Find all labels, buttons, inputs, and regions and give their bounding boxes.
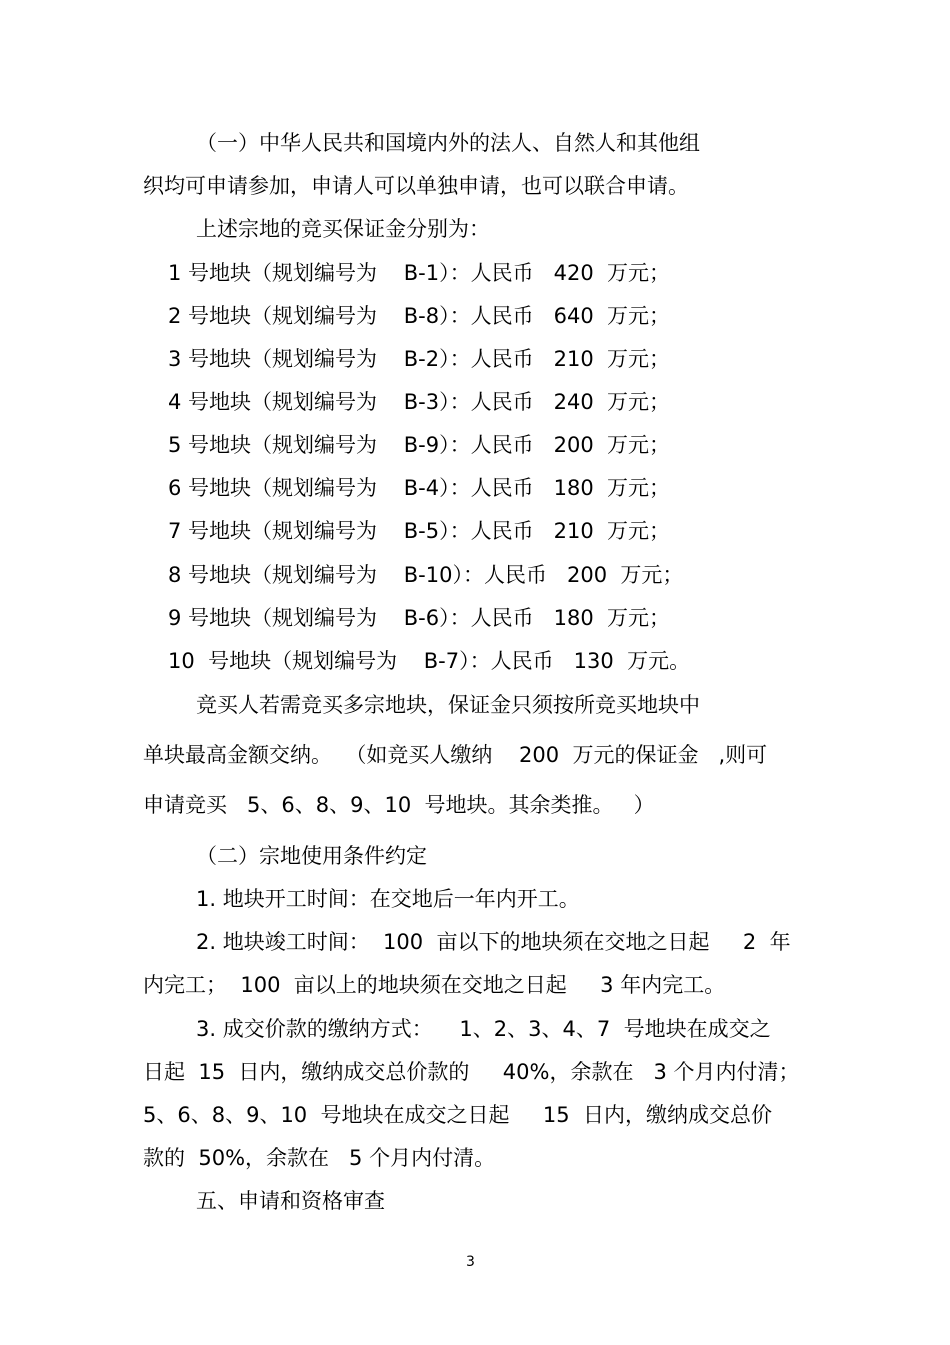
lot-10-deposit: 10 号地块（规划编号为 B-7）：人民币 130 万元。	[168, 649, 691, 673]
lot-4-deposit: 4 号地块（规划编号为 B-3）：人民币 240 万元；	[168, 390, 671, 414]
deposit-intro: 上述宗地的竞买保证金分别为：	[196, 217, 490, 241]
lot-8-deposit: 8 号地块（规划编号为 B-10）：人民币 200 万元；	[168, 563, 684, 587]
condition-item-2-line-1: 2. 地块竣工时间： 100 亩以下的地块须在交地之日起 2 年	[196, 930, 791, 954]
lot-9-deposit: 9 号地块（规划编号为 B-6）：人民币 180 万元；	[168, 606, 671, 630]
paragraph-1-line-2: 织均可申请参加，申请人可以单独申请，也可以联合申请。	[143, 174, 689, 198]
condition-item-2-line-2: 内完工； 100 亩以上的地块须在交地之日起 3 年内完工。	[143, 973, 726, 997]
condition-item-1: 1. 地块开工时间：在交地后一年内开工。	[196, 887, 580, 911]
lot-2-deposit: 2 号地块（规划编号为 B-8）：人民币 640 万元；	[168, 304, 671, 328]
paragraph-1-line-1: （一）中华人民共和国境内外的法人、自然人和其他组	[196, 131, 700, 155]
lot-6-deposit: 6 号地块（规划编号为 B-4）：人民币 180 万元；	[168, 476, 671, 500]
condition-item-3-line-2: 日起 15 日内，缴纳成交总价款的 40%，余款在 3 个月内付清；	[143, 1060, 800, 1084]
condition-item-3-line-1: 3. 成交价款的缴纳方式： 1、2、3、4、7 号地块在成交之	[196, 1017, 771, 1041]
condition-item-3-line-3: 5、6、8、9、10 号地块在成交之日起 15 日内，缴纳成交总价	[143, 1103, 772, 1127]
section-5-title: 五、申请和资格审查	[196, 1189, 385, 1213]
multi-lot-line-1: 竞买人若需竞买多宗地块，保证金只须按所竞买地块中	[196, 693, 700, 717]
lot-5-deposit: 5 号地块（规划编号为 B-9）：人民币 200 万元；	[168, 433, 671, 457]
lot-7-deposit: 7 号地块（规划编号为 B-5）：人民币 210 万元；	[168, 519, 671, 543]
lot-3-deposit: 3 号地块（规划编号为 B-2）：人民币 210 万元；	[168, 347, 671, 371]
condition-item-3-line-4: 款的 50%，余款在 5 个月内付清。	[143, 1146, 496, 1170]
section-2-title: （二）宗地使用条件约定	[196, 844, 427, 868]
multi-lot-line-3: 申请竞买 5、6、8、9、10 号地块。其余类推。 ）	[143, 793, 655, 817]
multi-lot-line-2: 单块最高金额交纳。 （如竞买人缴纳 200 万元的保证金 ,则可	[143, 743, 768, 767]
page-number: 3	[466, 1254, 475, 1270]
lot-1-deposit: 1 号地块（规划编号为 B-1）：人民币 420 万元；	[168, 261, 671, 285]
